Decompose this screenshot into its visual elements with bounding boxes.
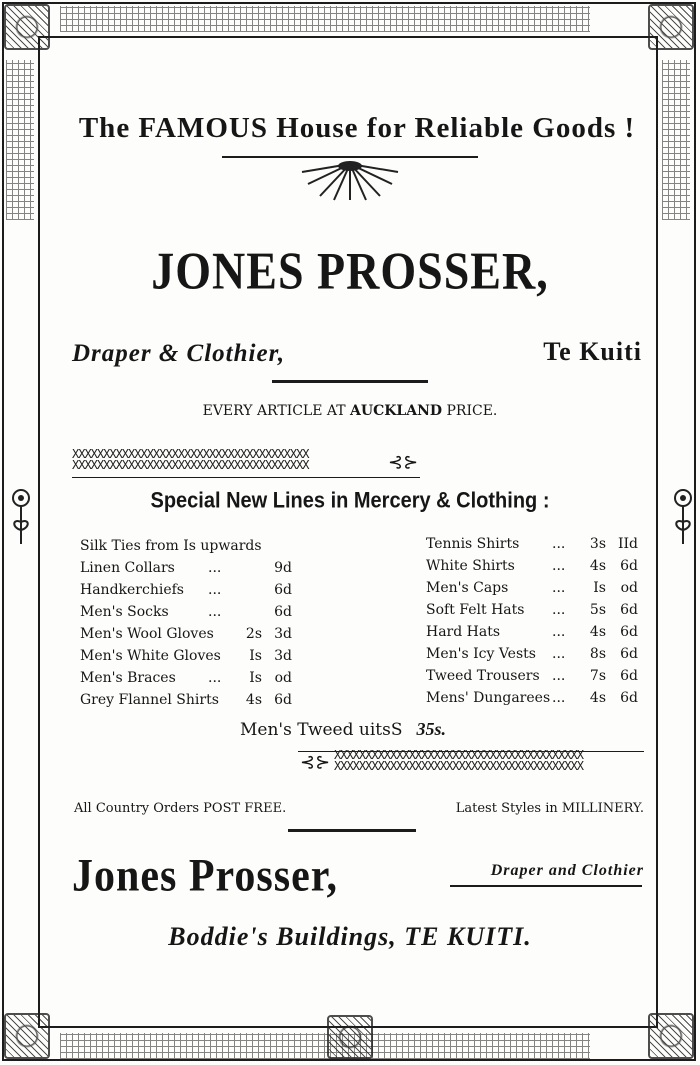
- footer-rule: [288, 829, 416, 832]
- list-item: Men's Wool Gloves 2s 3d: [80, 626, 292, 642]
- corner-ornament-bottom-left: [4, 1013, 50, 1059]
- featured-item-price: 35s.: [416, 719, 447, 739]
- list-item: Men's Socks ... 6d: [80, 604, 292, 620]
- list-item: Men's Braces ... Is od: [80, 670, 292, 686]
- right-ornament-band: [662, 60, 690, 220]
- list-item: Tennis Shirts ... 3s IId: [426, 536, 638, 552]
- list-item: Linen Collars ... 9d: [80, 560, 292, 576]
- x-ornament-row-top: XXXXXXXXXXXXXXXXXXXXXXXXXXXXXXXXXXXXXX XXXXXXXXXXXXXXXXXXXXXXXXXXXXXXXXXXXXXX: [72, 449, 309, 472]
- list-item: Mens' Dungarees ... 4s 6d: [426, 690, 638, 706]
- x-ornament-row-bottom: XXXXXXXXXXXXXXXXXXXXXXXXXXXXXXXXXXXXXXXX XXXXXXXXXXXXXXXXXXXXXXXXXXXXXXXXXXXXXXXX: [334, 750, 583, 773]
- list-item: Tweed Trousers ... 7s 6d: [426, 668, 638, 684]
- list-item: Handkerchiefs ... 6d: [80, 582, 292, 598]
- curl-ornament-top: ⊰⊱: [388, 452, 419, 473]
- tagline-rule: [222, 156, 478, 158]
- list-item: Silk Ties from Is upwards: [80, 538, 262, 554]
- list-item: Hard Hats ... 4s 6d: [426, 624, 638, 640]
- subtitle-rule: [272, 380, 428, 383]
- shop-name-title: JONES PROSSER,: [151, 241, 549, 300]
- footer-shop-name: Jones Prosser,: [72, 850, 338, 902]
- country-orders-note: All Country Orders POST FREE.: [74, 801, 287, 816]
- section-heading: Special New Lines in Mercery & Clothing :: [150, 488, 550, 514]
- list-item: Soft Felt Hats ... 5s 6d: [426, 602, 638, 618]
- corner-ornament-bottom-right: [648, 1013, 694, 1059]
- featured-item: [240, 719, 446, 740]
- footer-trade-rule: [450, 885, 642, 887]
- price-note: EVERY ARTICLE AT AUCKLAND PRICE.: [202, 403, 498, 419]
- trade-subtitle: Draper & Clothier,: [72, 340, 286, 367]
- shop-address: Boddie's Buildings, TE KUITI.: [168, 922, 532, 951]
- bottom-ornament-band: [60, 1033, 590, 1059]
- price-note-city: AUCKLAND: [350, 403, 443, 419]
- bottom-center-ornament: [327, 1015, 373, 1059]
- left-price-list: [80, 535, 320, 715]
- curl-ornament-bottom: ⊰⊱: [300, 752, 331, 773]
- x-ornament-rule-top: [72, 477, 420, 478]
- millinery-note: Latest Styles in MILLINERY.: [455, 801, 644, 816]
- tagline-heading: The FAMOUS House for Reliable Goods !: [78, 112, 636, 144]
- corner-ornament-top-right: [648, 4, 694, 50]
- list-item: Grey Flannel Shirts 4s 6d: [80, 692, 292, 708]
- list-item: White Shirts ... 4s 6d: [426, 558, 638, 574]
- top-ornament-band: [60, 6, 590, 32]
- featured-item-label: Men's Tweed uitsS: [240, 720, 403, 740]
- list-item: Men's Icy Vests ... 8s 6d: [426, 646, 638, 662]
- corner-ornament-top-left: [4, 4, 50, 50]
- footer-trade: Draper and Clothier: [490, 862, 644, 879]
- right-price-list: [426, 533, 642, 713]
- list-item: Men's White Gloves Is 3d: [80, 648, 292, 664]
- list-item: Men's Caps ... Is od: [426, 580, 638, 596]
- left-ornament-band: [6, 60, 34, 220]
- sunburst-ornament-icon: [300, 160, 400, 202]
- town-name: Te Kuiti: [543, 337, 642, 366]
